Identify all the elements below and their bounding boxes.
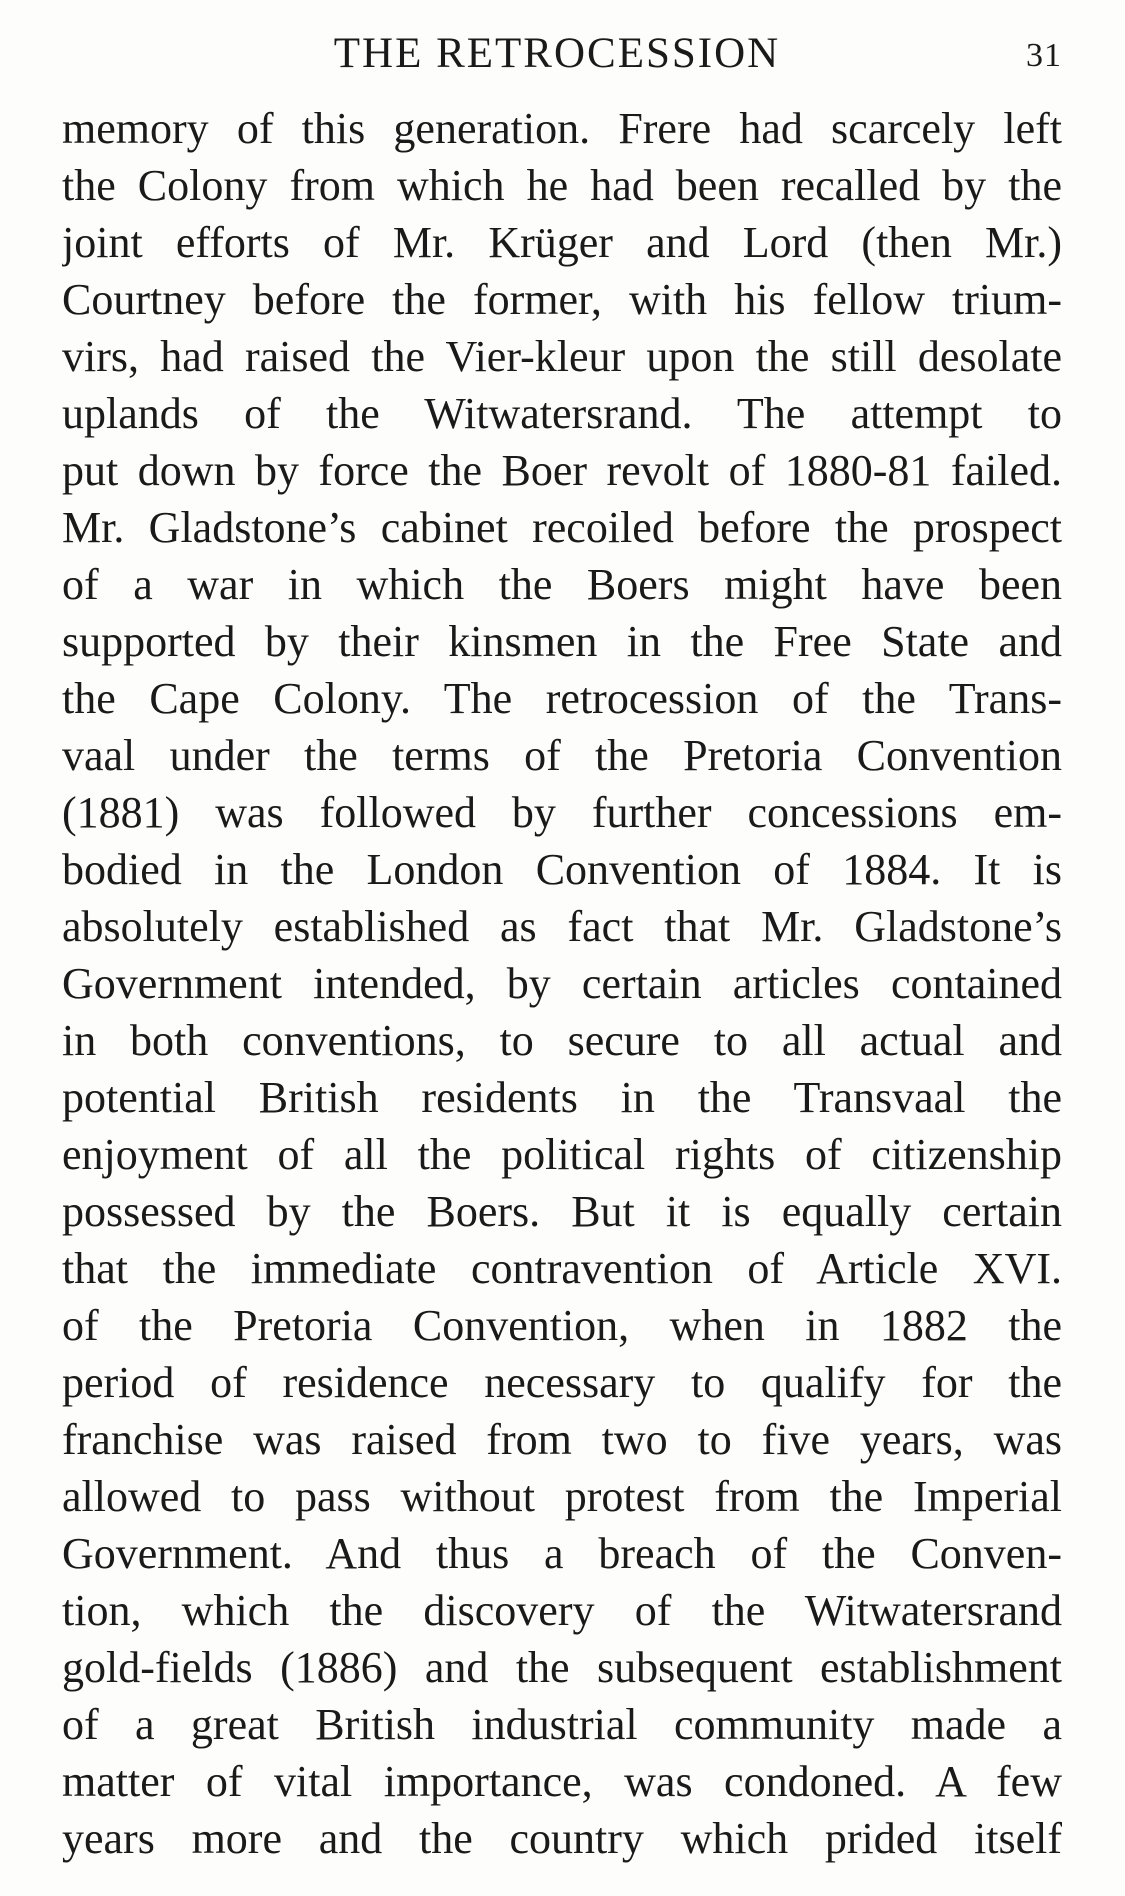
page-number: 31 xyxy=(1026,37,1062,74)
text-line: tion, which the discovery of the Witwatersrand xyxy=(62,1586,1062,1635)
chapter-title: THE RETROCESSION xyxy=(333,30,781,77)
text-line: allowed to pass without protest from the Imperial xyxy=(62,1472,1062,1521)
running-header xyxy=(62,24,1062,84)
text-line: of a war in which the Boers might have been xyxy=(62,560,1062,609)
text-line: gold-fields (1886) and the subsequent establishment xyxy=(62,1643,1062,1692)
text-line: of a great British industrial community made a xyxy=(62,1700,1062,1749)
text-line: that the immediate contravention of Article XVI. xyxy=(62,1244,1062,1293)
text-line: put down by force the Boer revolt of 1880-81 failed. xyxy=(62,446,1062,495)
text-line: matter of vital importance, was condoned. A few xyxy=(62,1757,1062,1806)
text-line: memory of this generation. Frere had scarcely left xyxy=(62,104,1062,153)
text-line: supported by their kinsmen in the Free State and xyxy=(62,617,1062,666)
text-line: Courtney before the former, with his fellow trium- xyxy=(62,275,1062,324)
text-line: Mr. Gladstone’s cabinet recoiled before the prospect xyxy=(62,503,1062,552)
text-line: joint efforts of Mr. Krüger and Lord (then Mr.) xyxy=(62,218,1062,267)
text-line: years more and the country which prided itself xyxy=(62,1814,1062,1863)
text-line: vaal under the terms of the Pretoria Convention xyxy=(62,731,1062,780)
text-line: virs, had raised the Vier-kleur upon the still desolate xyxy=(62,332,1062,381)
text-line: possessed by the Boers. But it is equally certain xyxy=(62,1187,1062,1236)
text-line: Government intended, by certain articles contained xyxy=(62,959,1062,1008)
text-line: enjoyment of all the political rights of citizenship xyxy=(62,1130,1062,1179)
body-paragraph xyxy=(62,100,1062,1867)
text-line: bodied in the London Convention of 1884. It is xyxy=(62,845,1062,894)
text-line: (1881) was followed by further concessions em- xyxy=(62,788,1062,837)
text-line: potential British residents in the Transvaal the xyxy=(62,1073,1062,1122)
text-line: the Colony from which he had been recalled by the xyxy=(62,161,1062,210)
text-line: of the Pretoria Convention, when in 1882 the xyxy=(62,1301,1062,1350)
text-line: in both conventions, to secure to all actual and xyxy=(62,1016,1062,1065)
text-line: franchise was raised from two to five years, was xyxy=(62,1415,1062,1464)
text-line: uplands of the Witwatersrand. The attempt to xyxy=(62,389,1062,438)
text-line: the Cape Colony. The retrocession of the Trans- xyxy=(62,674,1062,723)
text-line: period of residence necessary to qualify for the xyxy=(62,1358,1062,1407)
text-line: absolutely established as fact that Mr. Gladstone’s xyxy=(62,902,1062,951)
text-line: Government. And thus a breach of the Conven- xyxy=(62,1529,1062,1578)
